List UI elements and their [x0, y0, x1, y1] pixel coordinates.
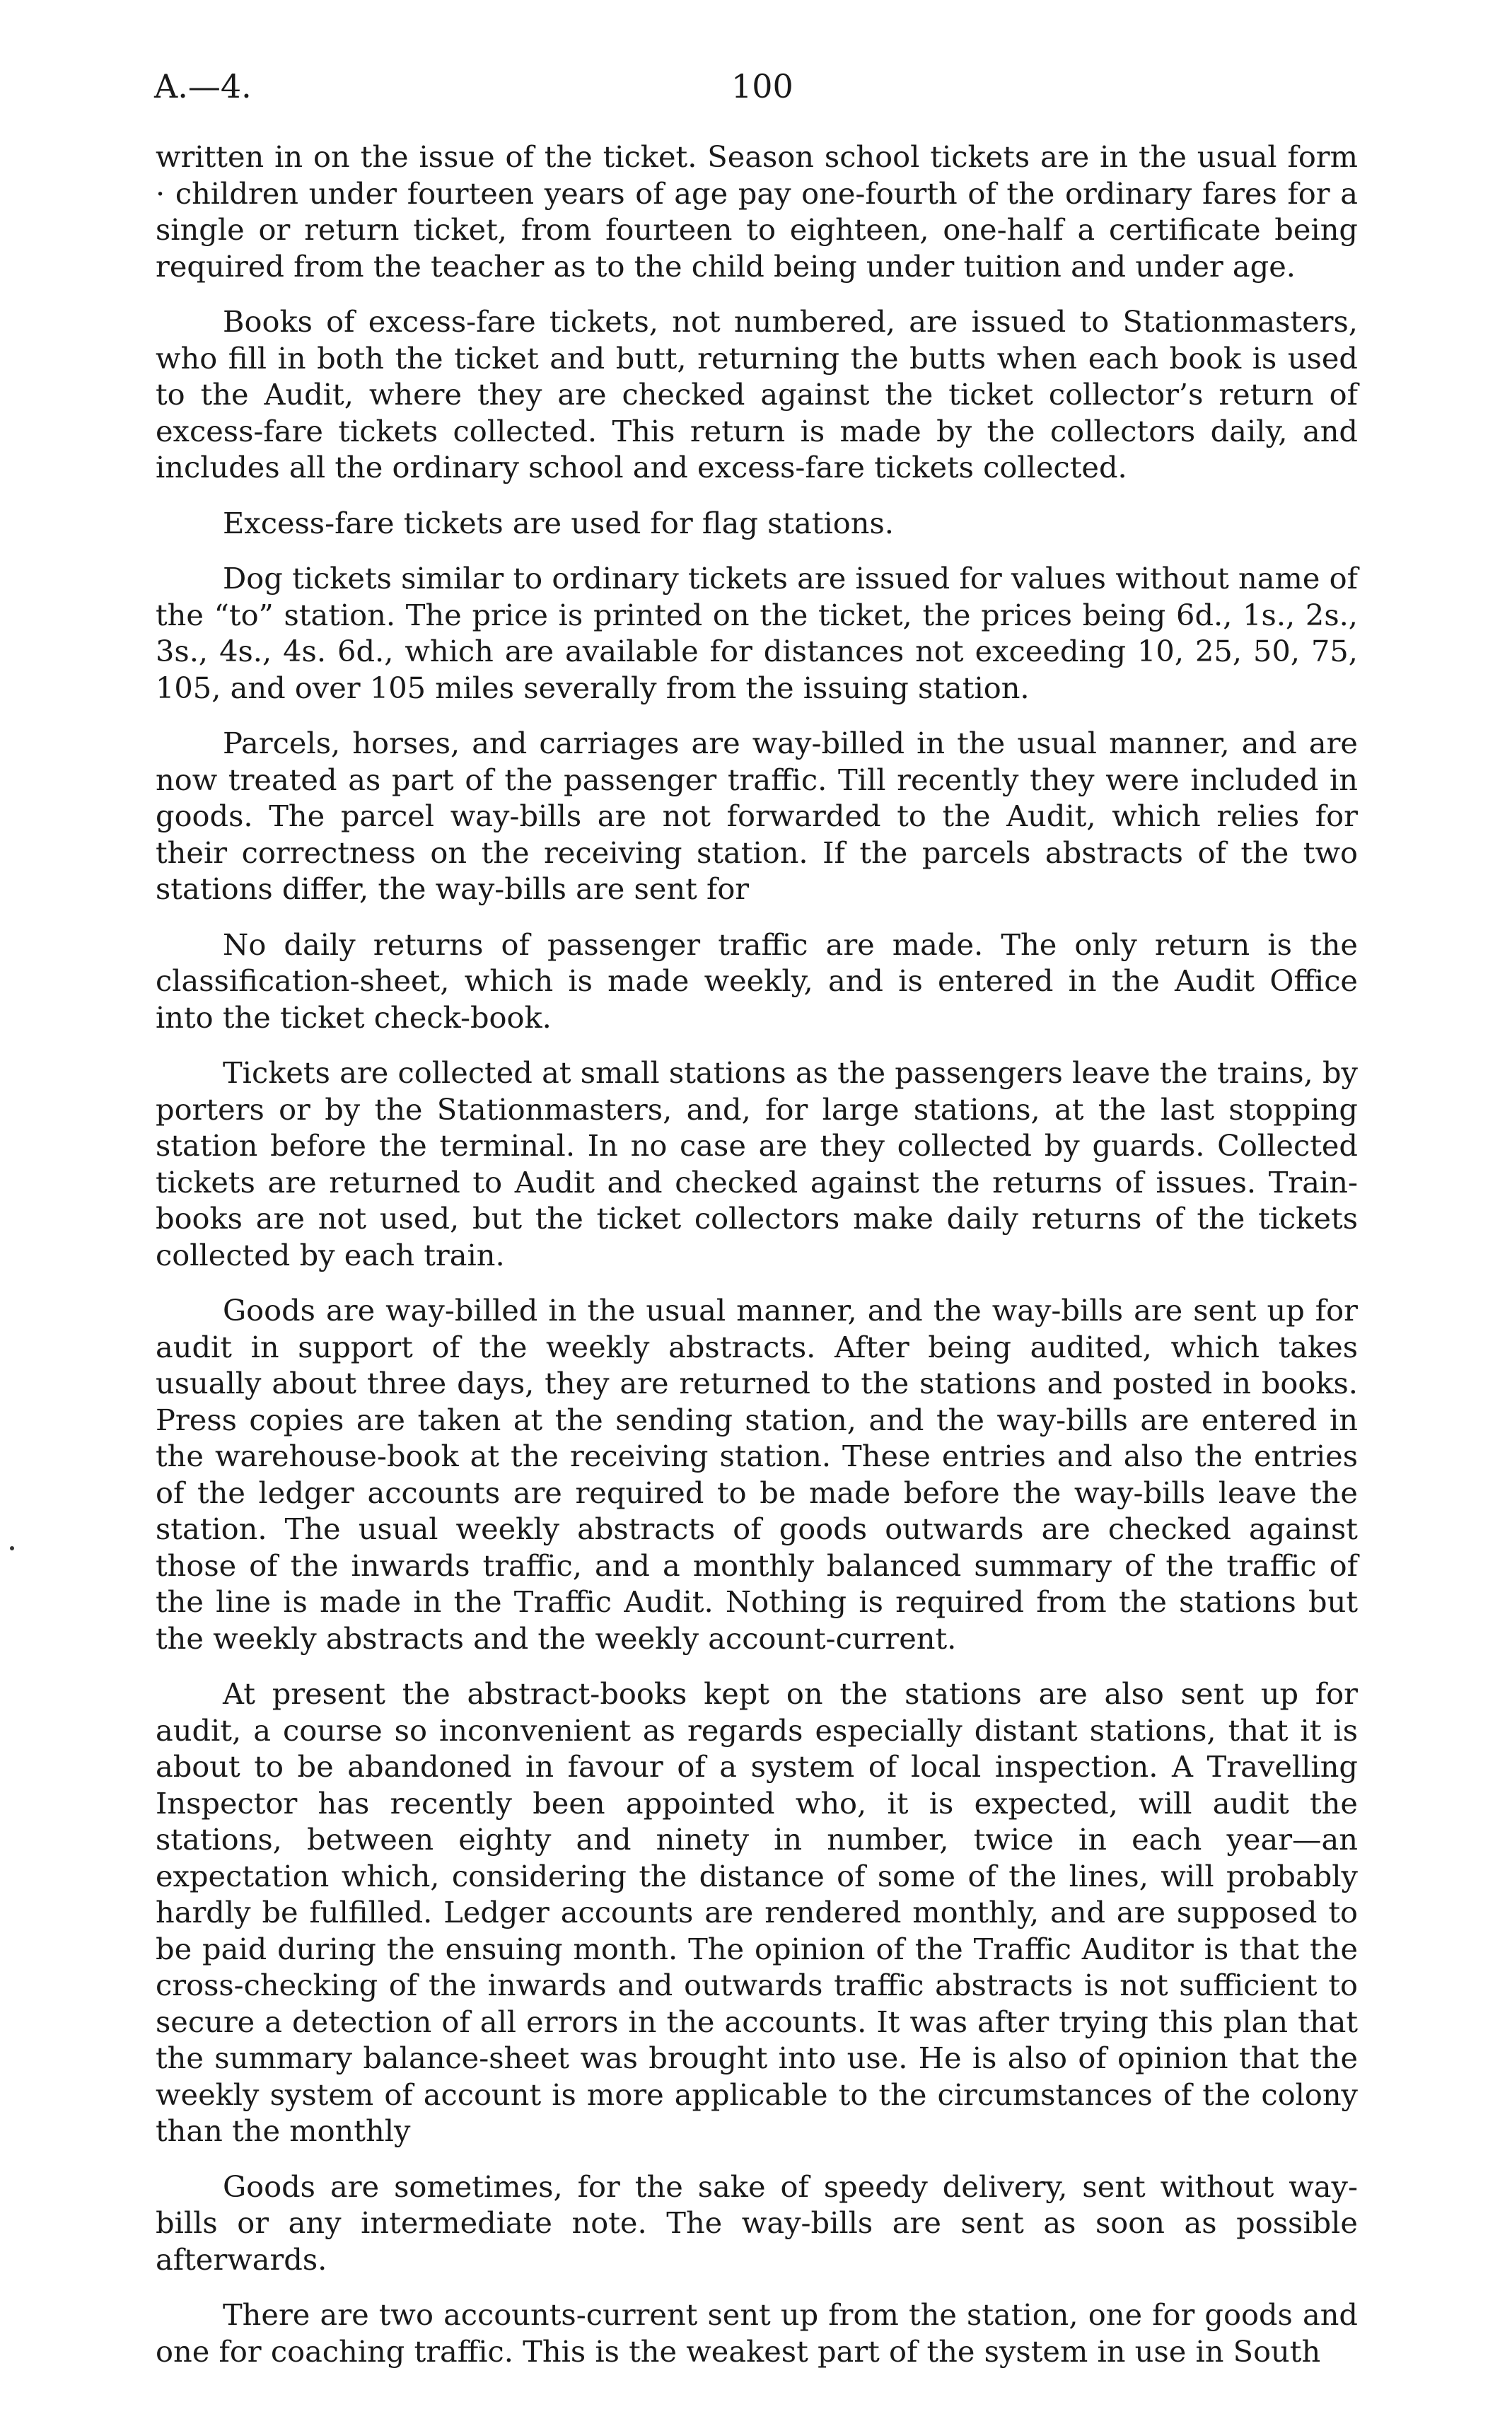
paragraph: At present the abstract-books kept on the stations are also sent up for audit, a course so inconvenient as regards especially distant stations, that it is about to be abandoned in favour of a system of local inspection. A Travelling Inspector has recently been appointed who, it is expected, will audit the stations, between eighty and ninety in number, twice in each year—an expectation which, considering the distance of some of the lines, will probably hardly be fulfilled. Ledger accounts are rendered monthly, and are supposed to be paid during the ensuing month. The opinion of the Traffic Auditor is that the cross-checking of the inwards and outwards traffic abstracts is not sufficient to secure a detection of all errors in the accounts. It was after trying this plan that the summary balance-sheet was brought into use. He is also of opinion that the weekly system of account is more applicable to the circumstances of the colony than the monthly [156, 1676, 1358, 2148]
page-number: 100 [731, 67, 793, 105]
paragraph: Dog tickets similar to ordinary tickets are issued for values without name of the “to” station. The price is printed on the ticket, the prices being 6d., 1s., 2s., 3s., 4s., 4s. 6d., which are available for distances not exceeding 10, 25, 50, 75, 105, and over 105 miles severally from the issuing station. [156, 561, 1358, 705]
paragraph: Books of excess-fare tickets, not numbered, are issued to Stationmasters, who fill in both the ticket and butt, returning the butts when each book is used to the Audit, where they are checked against the ticket collector’s return of excess-fare tickets collected. This return is made by the collectors daily, and includes all the ordinary school and excess-fare tickets collected. [156, 304, 1358, 484]
paragraph: Tickets are collected at small stations as the passengers leave the trains, by porters or by the Stationmasters, and, for large stations, at the last stopping station before the terminal. In no case are they collected by guards. Collected tickets are returned to Audit and checked against the returns of issues. Train-books are not used, but the ticket collectors make daily returns of the tickets collected by each train. [156, 1055, 1358, 1272]
paragraph: written in on the issue of the ticket. Season school tickets are in the usual form · children under fourteen years of age pay one-fourth of the ordinary fares for a single or return ticket, from fourteen to eighteen, one-half a certificate being required from the teacher as to the child being under tuition and under age. [156, 139, 1358, 284]
paragraph: Goods are way-billed in the usual manner, and the way-bills are sent up for audit in support of the weekly abstracts. After being audited, which takes usually about three days, they are returned to the stations and posted in books. Press copies are taken at the sending station, and the way-bills are entered in the warehouse-book at the receiving station. These entries and also the entries of the ledger accounts are required to be made before the way-bills leave the station. The usual weekly abstracts of goods outwards are checked against those of the inwards traffic, and a monthly balanced summary of the traffic of the line is made in the Traffic Audit. Nothing is required from the stations but the weekly abstracts and the weekly account-current. [156, 1293, 1358, 1656]
document-reference: A.—4. [154, 67, 252, 105]
paragraph: Goods are sometimes, for the sake of speedy delivery, sent without way-bills or any intermediate note. The way-bills are sent as soon as possible afterwards. [156, 2169, 1358, 2277]
paragraph: Parcels, horses, and carriages are way-billed in the usual manner, and are now treated as part of the passenger traffic. Till recently they were included in goods. The parcel way-bills are not forwarded to the Audit, which relies for their correctness on the receiving station. If the parcels abstracts of the two stations differ, the way-bills are sent for [156, 726, 1358, 906]
paragraph: Excess-fare tickets are used for flag stations. [223, 505, 894, 540]
paragraph: There are two accounts-current sent up from the station, one for goods and one for coaching traffic. This is the weakest part of the system in use in South [156, 2297, 1358, 2369]
body-text [156, 139, 1358, 2389]
paragraph: No daily returns of passenger traffic are made. The only return is the classification-sheet, which is made weekly, and is entered in the Audit Office into the ticket check-book. [156, 927, 1358, 1035]
page-header [0, 65, 1512, 108]
margin-dot-mark [10, 1546, 14, 1550]
